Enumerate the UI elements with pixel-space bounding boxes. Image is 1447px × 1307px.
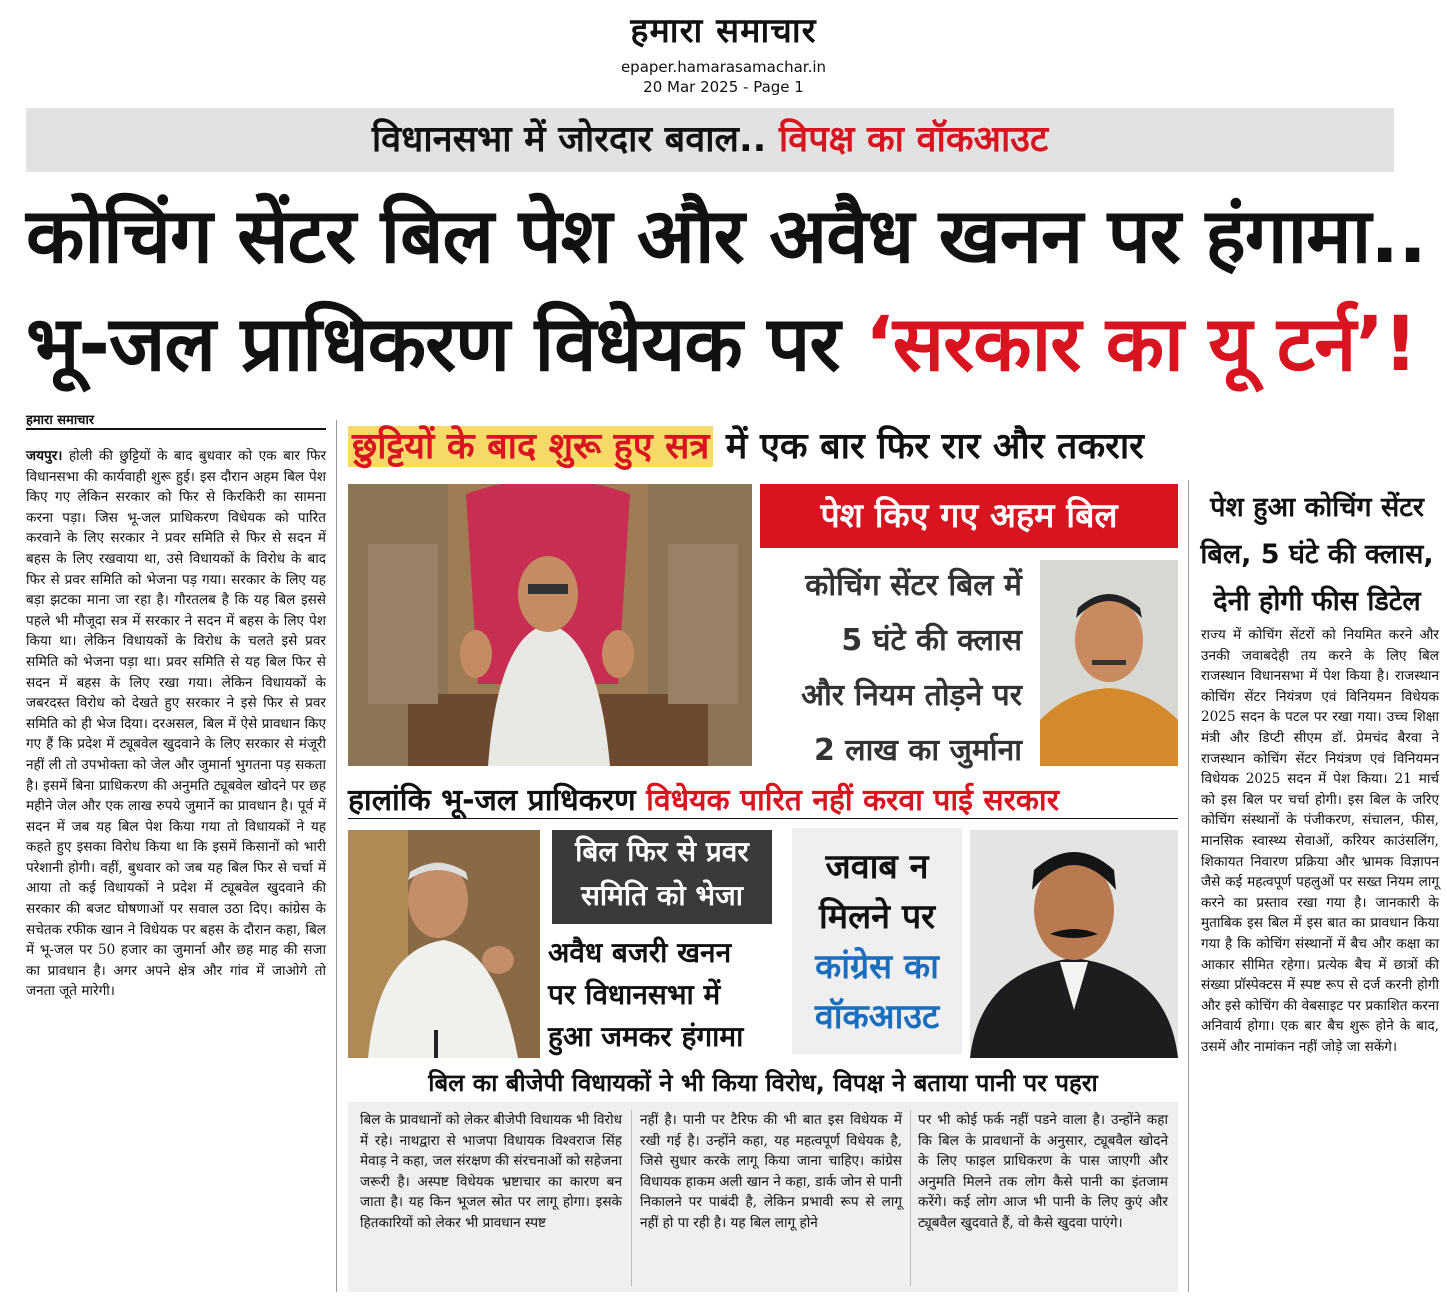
bjp-subhead: बिल का बीजेपी विधायकों ने भी किया विरोध, विपक्ष ने बताया पानी पर पहरा xyxy=(428,1069,1098,1097)
right-column-headline xyxy=(1188,484,1446,625)
mla-photo-image xyxy=(348,830,540,1058)
coaching-quote xyxy=(760,558,1022,778)
headline-black: भू-जल प्राधिकरण विधेयक पर xyxy=(26,299,840,388)
walkout-line: जवाब न xyxy=(825,847,929,887)
column-divider xyxy=(910,1110,911,1286)
byline: हमारा समाचार xyxy=(26,413,95,428)
mining-quote xyxy=(548,932,780,1058)
masthead: हमारा समाचार xyxy=(630,11,817,51)
issue-date: 20 Mar 2025 - Page 1 xyxy=(643,78,804,96)
main-headline-line2 xyxy=(26,296,1436,392)
groundwater-subhead xyxy=(348,778,1178,819)
minister-photo xyxy=(1040,560,1178,766)
quote-line: 2 लाख का जुर्माना xyxy=(813,733,1022,768)
session-subhead xyxy=(348,420,1408,469)
mining-line: पर विधानसभा में xyxy=(548,978,721,1011)
minister-photo-image xyxy=(1040,560,1178,766)
walkout-blue-line: वॉकआउट xyxy=(814,997,940,1037)
strap-red-text: विपक्ष का वॉकआउट xyxy=(778,119,1049,160)
bottom-column-2: नहीं है। पानी पर टैरिफ की भी बात इस विधेयक में रखी गई है। उन्होंने कहा, यह महत्वपूर्ण विधेयक है, जिसे सुधार करके लागू किया जाना चाहिए। कांग्रेस विधायक हाकम अली खान ने कहा, डार्क जोन से पानी निकालने पर पाबंदी है, लेकिन प्रभावी रूप से लागू नहीं हो पा रही है। यह बिल लागू होने xyxy=(640,1112,902,1231)
rt-head-line: बिल, 5 घंटे की क्लास, xyxy=(1200,539,1434,570)
column-divider xyxy=(336,420,337,1292)
byline-rule xyxy=(26,428,326,430)
leader-photo xyxy=(970,830,1178,1058)
committee-box xyxy=(552,830,772,924)
mining-line: अवैध बजरी खनन xyxy=(548,936,732,969)
session-rest: में एक बार फिर रार और तकरार xyxy=(725,426,1144,467)
mining-line: हुआ जमकर हंगामा xyxy=(548,1020,744,1053)
groundwater-black: हालांकि भू-जल प्राधिकरण xyxy=(348,783,636,818)
dateline: जयपुर। xyxy=(26,448,63,464)
main-headline-line1: कोचिंग सेंटर बिल पेश और अवैध खनन पर हंगामा.. xyxy=(26,191,1427,280)
lead-article xyxy=(26,446,326,1002)
column-divider xyxy=(631,1110,632,1286)
speaker-photo xyxy=(348,484,752,766)
leader-photo-image xyxy=(970,830,1178,1058)
subhead-rule xyxy=(348,818,1178,819)
quote-line: कोचिंग सेंटर बिल में xyxy=(805,568,1022,603)
bills-box: पेश किए गए अहम बिल xyxy=(760,484,1178,548)
rt-head-line: देनी होगी फीस डिटेल xyxy=(1213,586,1421,617)
committee-line: बिल फिर से प्रवर xyxy=(575,835,749,868)
rt-head-line: पेश हुआ कोचिंग सेंटर xyxy=(1210,492,1424,523)
walkout-box xyxy=(792,828,962,1054)
bottom-column-3: पर भी कोई फर्क नहीं पडने वाला है। उन्होंने कहा कि बिल के प्रावधानों के अनुसार, ट्यूबवैल खोदने के लिए फाइल प्राधिकरण के पास जाएगी और अनुमति मिलने तक लोग कैसे पानी का इंतजाम करेंगे। कई लोग आज भी पानी के लिए कुएं और ट्यूबवैल खुदवाते हैं, वो कैसे खुदवा पाएंगे। xyxy=(918,1112,1168,1231)
quote-line: 5 घंटे की क्लास xyxy=(841,623,1022,658)
top-strap xyxy=(26,108,1394,172)
headline-red: ‘सरकार का यू टर्न’! xyxy=(864,299,1417,388)
site-url[interactable]: epaper.hamarasamachar.in xyxy=(620,58,827,76)
walkout-line: मिलने पर xyxy=(818,897,936,937)
session-highlight: छुट्टियों के बाद शुरू हुए सत्र xyxy=(348,426,713,467)
groundwater-red: विधेयक पारित नहीं करवा पाई सरकार xyxy=(646,783,1059,818)
bottom-column-1: बिल के प्रावधानों को लेकर बीजेपी विधायक भी विरोध में रहे। नाथद्वारा से भाजपा विधायक विश्वराज सिंह मेवाड़ ने कहा, जल संरक्षण की संरचनाओं को सहेजना जरूरी है। अस्पष्ट विधेयक भ्रष्टाचार का कारण बन जाता है। यह किन भूजल स्रोत पर लागू होगा। इसके हितकारियों को लेकर भी प्रावधान स्पष्ट xyxy=(360,1112,622,1231)
walkout-blue-line: कांग्रेस का xyxy=(815,947,939,987)
lead-article-text: होली की छुट्टियों के बाद बुधवार को एक बार फिर विधानसभा की कार्यवाही शुरू हुई। इस दौरान अहम बिल पेश किए गए लेकिन सरकार को फिर से किरकिरी का सामना करना पड़ा। जिस भू-जल प्राधिकरण विधेयक को पारित करवाने के लिए सरकार ने प्रवर समिति से फिर से सदन में बहस के लिए रखवाया था, उसे विधायकों के विरोध के बाद फिर से प्रवर समिति को भेजना पड़ गया। सरकार के लिए यह बड़ा झटका माना जा रहा है। गौरतलब है कि यह बिल इससे पहले भी मौजूदा सत्र में सरकार ने सदन में बहस के लिए पेश किया था। लेकिन विधायकों के विरोध के चलते इसे प्रवर समिति को भेजना पड़ा था। प्रवर समिति से यह बिल फिर से सदन में बहस के लिए रखा गया। लेकिन विधायकों के जबरदस्त विरोध को देखते हुए सरकार ने इसे फिर से प्रवर समिति को ही भेज दिया। दरअसल, बिल में ऐसे प्रावधान किए गए हैं कि प्रदेश में ट्यूबवेल खुदवाने के लिए सरकार से मंजूरी नहीं ली तो उपभोक्ता को जेल और जुमार्ना भुगतना पड़ सकता है। इसमें बिना प्राधिकरण की अनुमति ट्यूबवेल खोदने पर छह महीने जेल और एक लाख रुपये जुमार्ने का प्रावधान है। पूर्व में सदन में जब यह बिल पेश किया गया तो विधायकों ने यह कहते हुए इसका विरोध किया था कि इसमें किसानों को भारी परेशानी होगी। वहीं, बुधवार को जब यह बिल फिर से चर्चा में आया तो कई विधायकों ने प्रदेश में ट्यूबवेल खुदवाने की सरकार की बजट घोषणाओं पर सवाल उठा दिए। कांग्रेस के सचेतक रफीक खान ने विधेयक पर बहस के दौरान कहा, बिल में भू-जल पर 50 हजार का जुमार्ना और छह माह की सजा का प्रावधान है। अगर अपने क्षेत्र और गांव में जाओगे तो जनता जूते मारेगी। xyxy=(26,448,327,1000)
mla-photo xyxy=(348,830,540,1058)
right-column-article: राज्य में कोचिंग सेंटरों को नियमित करने और उनकी जवाबदेही तय करने के लिए बिल राजस्थान विधानसभा में पेश किया है। राजस्थान कोचिंग सेंटर नियंत्रण एवं विनियमन विधेयक 2025 सदन के पटल पर रखा गया। उच्च शिक्षा मंत्री और डिप्टी सीएम डॉ. प्रेमचंद बैरवा ने राजस्थान कोचिंग सेंटर नियंत्रण एवं विनियमन विधेयक 2025 सदन में पेश किया। 21 मार्च को इस बिल पर चर्चा होगी। इस बिल के जरिए कोचिंग संस्थानों के पंजीकरण, संचालन, फीस, मानसिक स्वास्थ्य सेवाओं, करियर काउंसलिंग, शिकायत निवारण प्रक्रिया और भ्रामक विज्ञापन जैसे कई महत्वपूर्ण पहलुओं पर सख्त नियम लागू करने का प्रस्ताव रखा गया है। जानकारी के मुताबिक इस बिल में इस बात का प्रावधान किया गया है कि कोचिंग संस्थानों में बैच और कक्षा का आकार सीमित रहेगा। प्रत्येक बैच में छात्रों की संख्या प्रॉस्पेक्टस में स्पष्ट रूप से दर्ज करनी होगी और इसे कोचिंग की वेबसाइट पर प्रकाशित करना अनिवार्य होगा। एक बार बैच शुरू होने के बाद, उसमें और नामांकन नहीं जोड़े जा सकेंगे। xyxy=(1201,627,1439,1055)
strap-text: विधानसभा में जोरदार बवाल.. xyxy=(371,119,767,160)
committee-line: समिति को भेजा xyxy=(580,879,744,912)
speaker-photo-image xyxy=(348,484,752,766)
quote-line: और नियम तोड़ने पर xyxy=(801,678,1022,713)
